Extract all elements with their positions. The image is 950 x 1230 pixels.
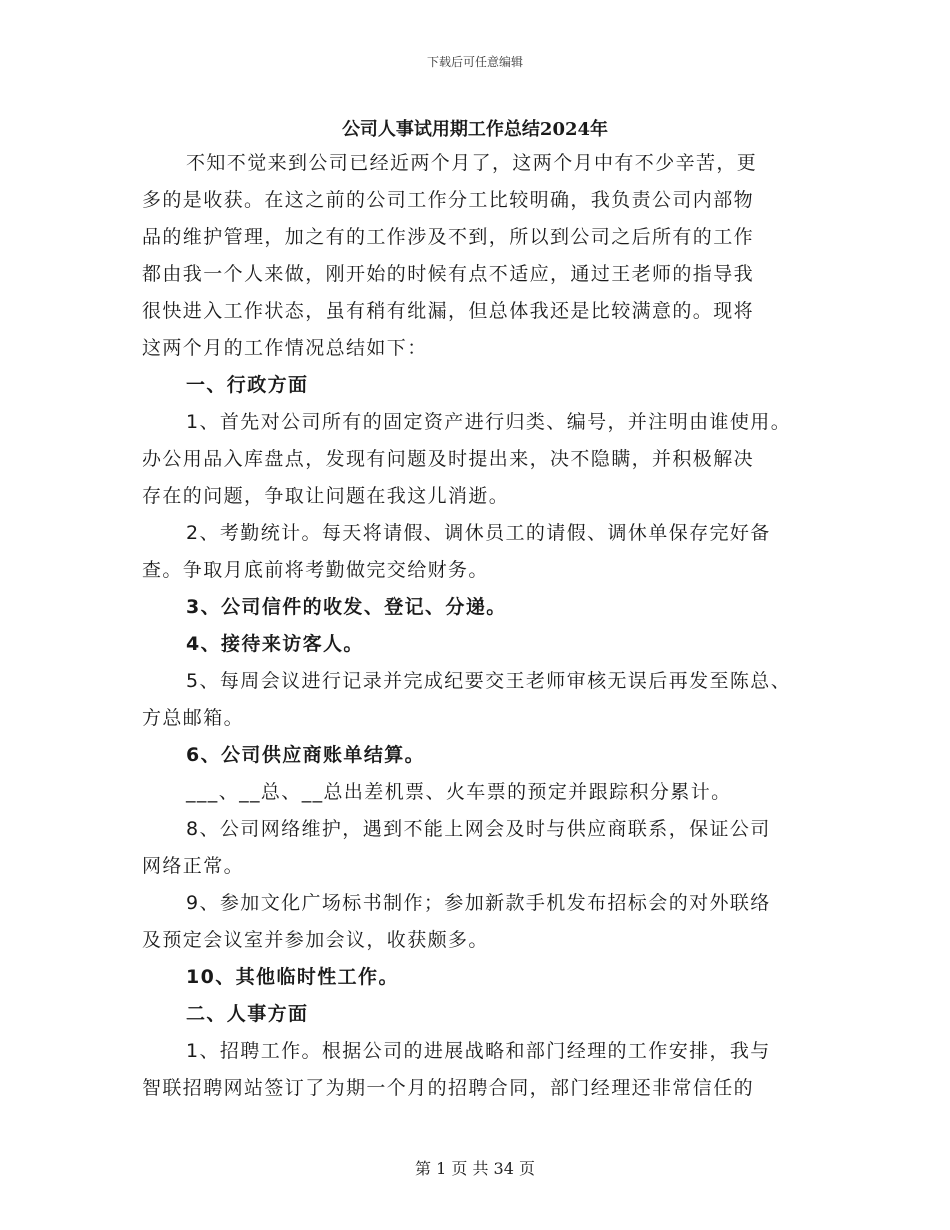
body-line: 都由我一个人来做，刚开始的时候有点不适应，通过王老师的指导我 (142, 263, 755, 285)
document-title: 公司人事试用期工作总结2024年 (341, 119, 609, 140)
body-line: 1、招聘工作。根据公司的进展战略和部门经理的工作安排，我与 (186, 1040, 771, 1062)
body-line: 1、首先对公司所有的固定资产进行归类、编号，并注明由谁使用。 (186, 411, 792, 433)
body-line: 查。争取月底前将考勤做完交给财务。 (142, 559, 489, 581)
body-line: 多的是收获。在这之前的公司工作分工比较明确，我负责公司内部物 (142, 189, 755, 211)
body-line: 很快进入工作状态，虽有稍有纰漏，但总体我还是比较满意的。现将 (142, 300, 755, 322)
body-line: 存在的问题，争取让问题在我这儿消逝。 (142, 485, 510, 507)
section-heading: 一、行政方面 (186, 374, 309, 396)
body-line: ___、__总、__总出差机票、火车票的预定并跟踪积分累计。 (186, 781, 732, 803)
item-heading: 3、公司信件的收发、登记、分递。 (186, 596, 507, 618)
body-line: 5、每周会议进行记录并完成纪要交王老师审核无误后再发至陈总、 (186, 670, 792, 692)
body-line: 网络正常。 (142, 855, 245, 877)
page-footer: 第 1 页 共 34 页 (415, 1159, 535, 1178)
body-line: 这两个月的工作情况总结如下： (142, 337, 428, 359)
body-line: 2、考勤统计。每天将请假、调休员工的请假、调休单保存完好备 (186, 522, 771, 544)
body-line: 9、参加文化广场标书制作；参加新款手机发布招标会的对外联络 (186, 892, 771, 914)
body-line: 及预定会议室并参加会议，收获颇多。 (142, 929, 489, 951)
body-line: 8、公司网络维护，遇到不能上网会及时与供应商联系，保证公司 (186, 818, 771, 840)
item-heading: 6、公司供应商账单结算。 (186, 744, 426, 766)
body-line: 不知不觉来到公司已经近两个月了，这两个月中有不少辛苦，更 (186, 152, 758, 174)
body-line: 品的维护管理，加之有的工作涉及不到，所以到公司之后所有的工作 (142, 226, 755, 248)
section-heading: 二、人事方面 (186, 1003, 309, 1025)
body-line: 智联招聘网站签订了为期一个月的招聘合同，部门经理还非常信任的 (142, 1077, 755, 1099)
item-heading: 4、接待来访客人。 (186, 633, 364, 655)
header-note: 下载后可任意编辑 (426, 55, 523, 69)
item-heading: 10、其他临时性工作。 (186, 966, 399, 988)
body-line: 方总邮箱。 (142, 707, 245, 729)
body-line: 办公用品入库盘点，发现有问题及时提出来，决不隐瞒，并积极解决 (142, 448, 755, 470)
